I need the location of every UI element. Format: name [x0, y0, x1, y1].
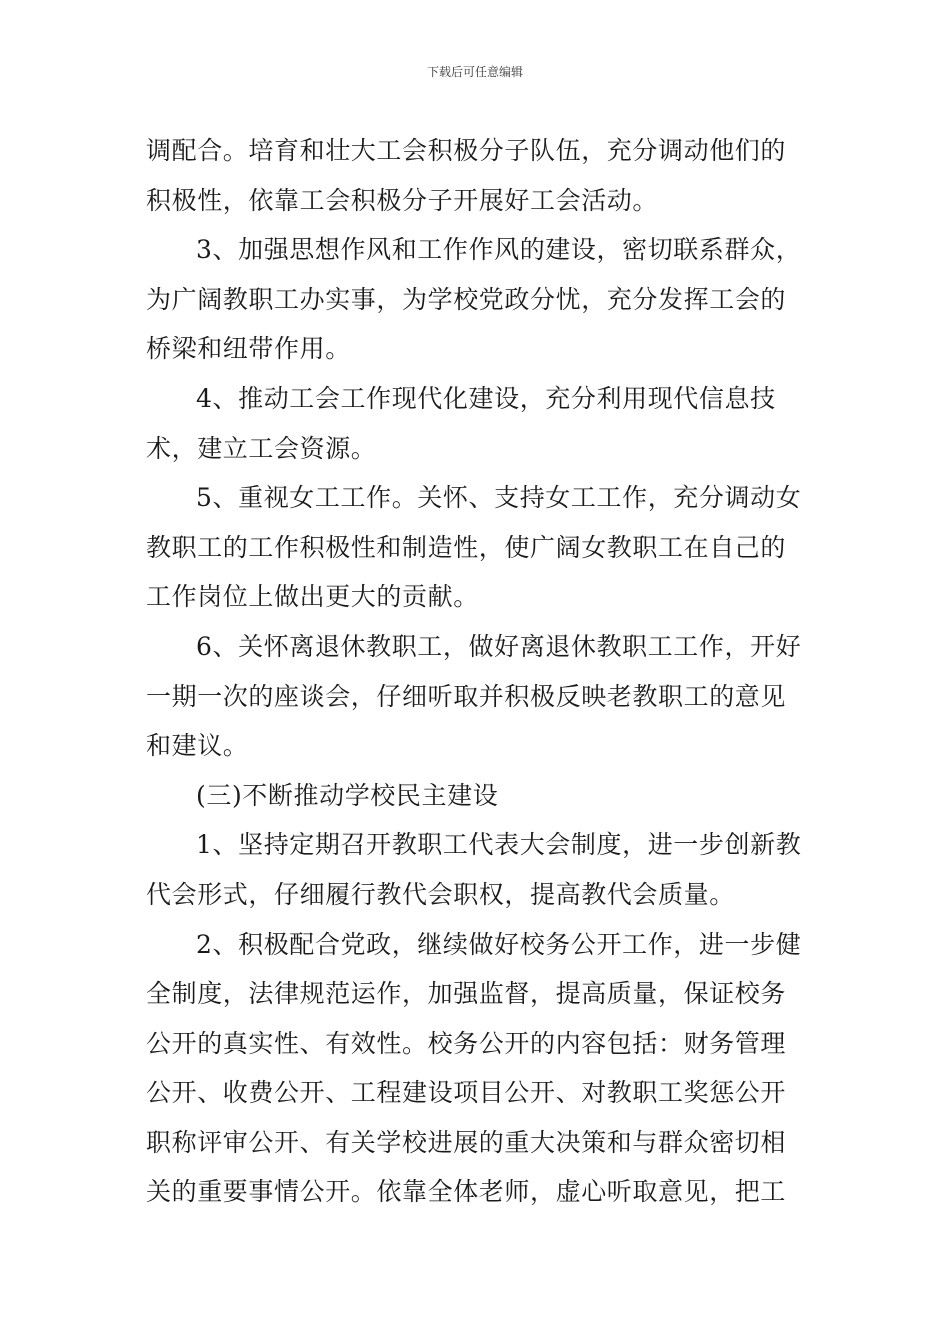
section-heading-3: (三)不断推动学校民主建设: [196, 780, 499, 810]
paragraph-item-5: 5、重视女工工作。关怀、支持女工工作，充分调动女教职工的工作积极性和制造性，使广阔女教职工在自己的工作岗位上做出更大的贡献。: [146, 483, 802, 612]
paragraph-section3-item-1: 1、坚持定期召开教职工代表大会制度，进一步创新教代会形式，仔细履行教代会职权，提高教代会质量。: [146, 830, 802, 909]
paragraph-continuation: 调配合。培育和壮大工会积极分子队伍，充分调动他们的积极性，依靠工会积极分子开展好工会活动。: [146, 136, 787, 215]
document-body: [146, 126, 811, 1217]
paragraph-item-3: 3、加强思想作风和工作作风的建设，密切联系群众，为广阔教职工办实事，为学校党政分忧，充分发挥工会的桥梁和纽带作用。: [146, 235, 802, 364]
paragraph-section3-item-2: 2、积极配合党政，继续做好校务公开工作，进一步健全制度，法律规范运作，加强监督，提高质量，保证校务公开的真实性、有效性。校务公开的内容包括：财务管理公开、收费公开、工程建设项目公开、对教职工奖惩公开职称评审公开、有关学校进展的重大决策和与群众密切相关的重要事情公开。依靠全体老师，虚心听取意见，把工: [146, 929, 802, 1207]
paragraph-item-4: 4、推动工会工作现代化建设，充分利用现代信息技术，建立工会资源。: [146, 383, 776, 463]
paragraph-item-6: 6、关怀离退休教职工，做好离退休教职工工作，开好一期一次的座谈会，仔细听取并积极反映老教职工的意见和建议。: [146, 631, 802, 761]
page-header-note: 下载后可任意编辑: [426, 65, 523, 79]
